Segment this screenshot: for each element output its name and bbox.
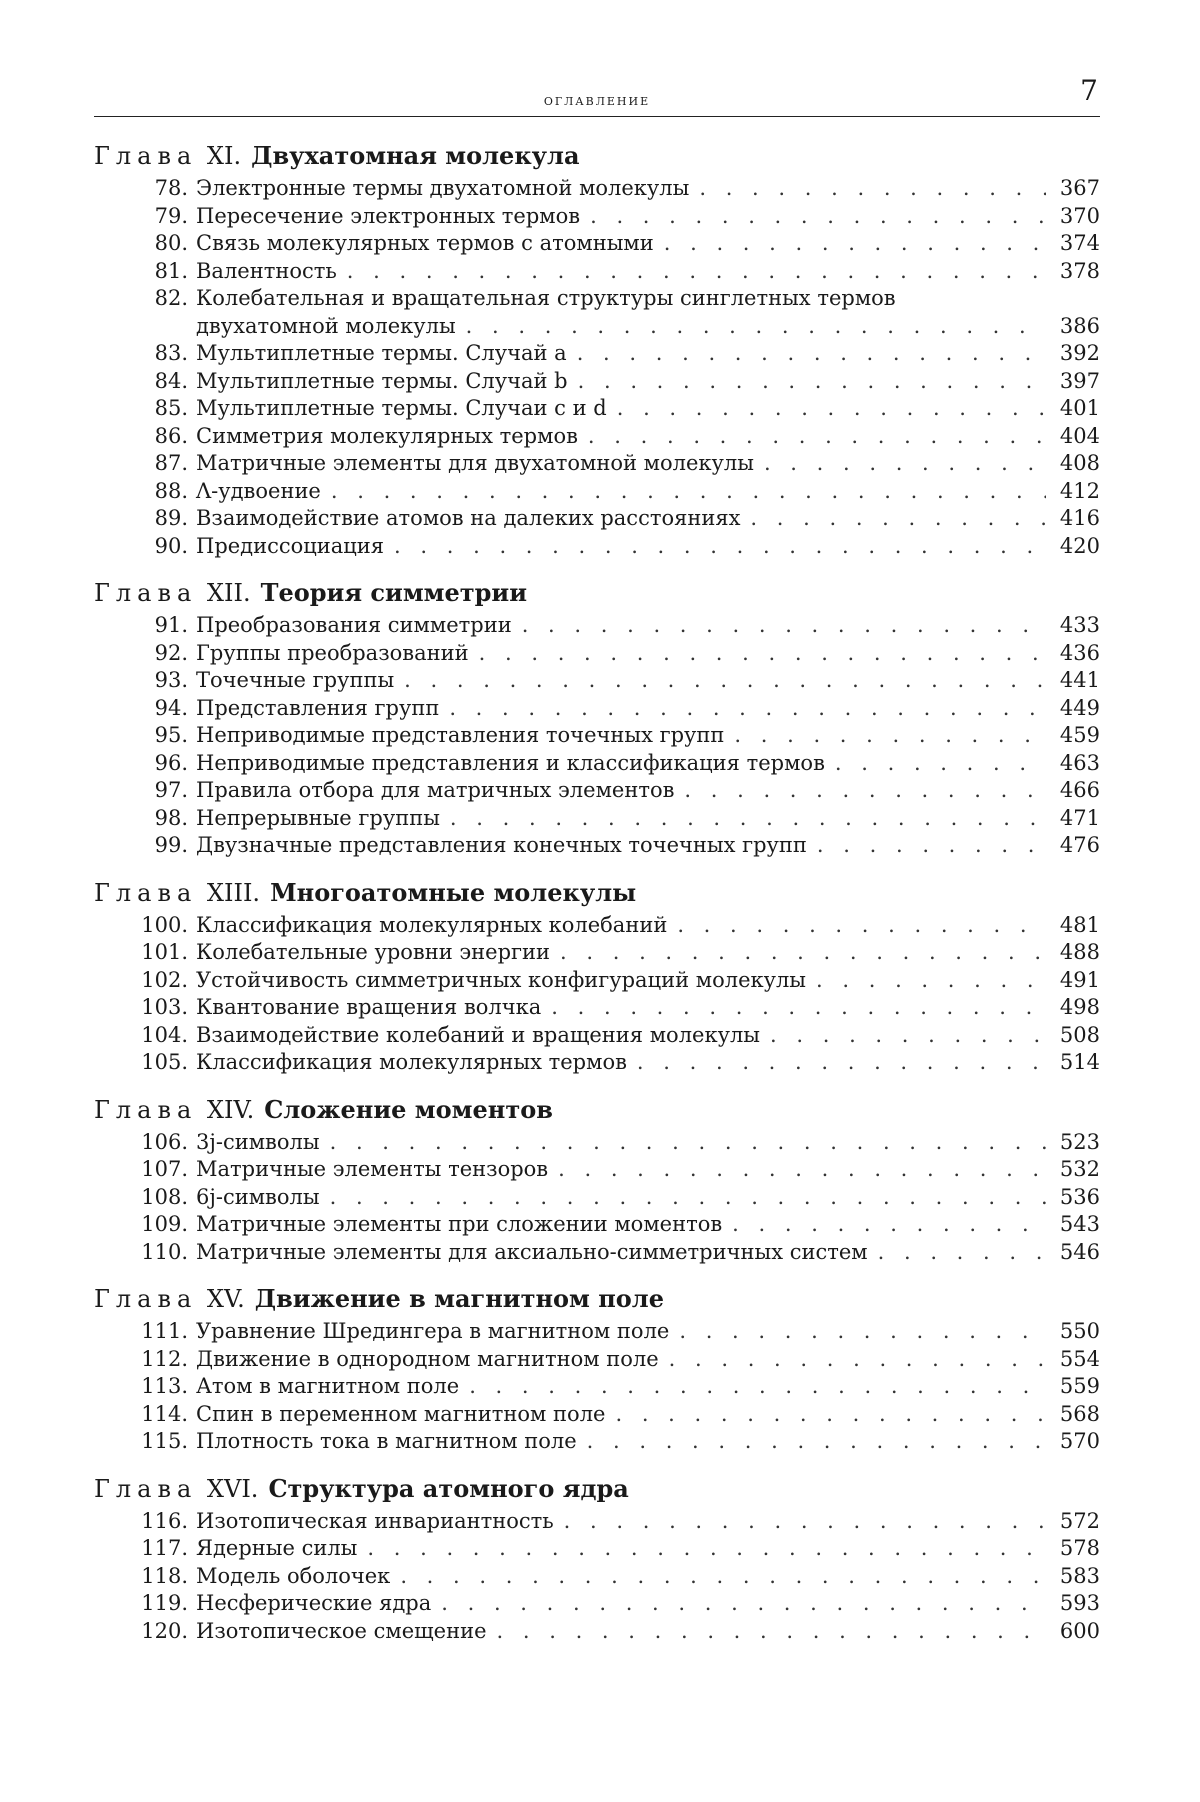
section-number: 110. xyxy=(141,1239,188,1264)
dot-leader xyxy=(764,450,1046,478)
dot-leader xyxy=(394,533,1046,561)
dot-leader xyxy=(564,1508,1046,1536)
chapter-heading xyxy=(94,1472,1100,1506)
chapter-title: Теория симметрии xyxy=(260,578,528,607)
page-reference: 441 xyxy=(1059,668,1100,692)
section-title: Плотность тока в магнитном поле xyxy=(196,1429,577,1453)
section-number: 115. xyxy=(141,1429,188,1453)
section-number: 81. xyxy=(154,258,188,283)
chapter-title: Многоатомные молекулы xyxy=(270,877,637,907)
page-reference: 392 xyxy=(1059,341,1100,365)
section-title: Матричные элементы тензоров xyxy=(196,1157,549,1181)
section-title: Симметрия молекулярных термов xyxy=(196,423,578,448)
dot-leader xyxy=(637,1049,1046,1077)
dot-leader xyxy=(330,1184,1046,1212)
toc-entry-continuation[interactable] xyxy=(94,313,1100,341)
page-reference: 488 xyxy=(1059,940,1100,964)
dot-leader xyxy=(400,1563,1046,1591)
toc-entry[interactable] xyxy=(94,1184,1100,1212)
table-of-contents xyxy=(94,139,1100,1645)
section-title: Спин в переменном магнитном поле xyxy=(196,1401,606,1426)
toc-entry[interactable] xyxy=(94,1239,1100,1267)
chapter-section xyxy=(94,1093,1100,1267)
section-number: 109. xyxy=(141,1212,188,1236)
chapter-word: Глава xyxy=(94,1285,198,1313)
chapter-word: Глава xyxy=(94,579,198,607)
toc-entry[interactable] xyxy=(94,395,1100,423)
dot-leader xyxy=(615,1401,1046,1429)
dot-leader xyxy=(551,994,1046,1022)
section-title: Движение в однородном магнитном поле xyxy=(196,1346,659,1371)
toc-entry[interactable] xyxy=(94,667,1100,695)
page xyxy=(94,74,1100,1661)
page-reference: 463 xyxy=(1059,750,1100,775)
section-title: Классификация молекулярных термов xyxy=(196,1050,627,1074)
dot-leader xyxy=(664,230,1046,258)
toc-entry[interactable] xyxy=(94,1373,1100,1401)
section-number: 98. xyxy=(154,805,188,830)
page-reference: 436 xyxy=(1059,640,1100,665)
dot-leader xyxy=(560,939,1046,967)
section-number: 88. xyxy=(154,478,188,503)
section-title: Точечные группы xyxy=(196,668,395,692)
page-reference: 543 xyxy=(1059,1212,1100,1236)
section-number: 86. xyxy=(154,423,188,448)
section-number: 114. xyxy=(141,1401,188,1426)
running-head xyxy=(94,74,1100,117)
chapter-heading xyxy=(94,876,1100,910)
page-reference: 523 xyxy=(1059,1129,1100,1154)
section-title: Мультиплетные термы. Случай a xyxy=(196,341,567,365)
dot-leader xyxy=(590,203,1046,231)
section-title-continuation: двухатомной молекулы xyxy=(196,313,456,338)
section-number: 111. xyxy=(141,1319,188,1343)
section-title: Взаимодействие атомов на далеких расстояниях xyxy=(196,506,741,530)
chapter-heading xyxy=(94,1282,1100,1316)
chapter-number: XVI. xyxy=(206,1474,259,1503)
page-reference: 536 xyxy=(1059,1184,1100,1209)
dot-leader xyxy=(669,1346,1046,1374)
section-title: Предиссоциация xyxy=(196,533,385,558)
dot-leader xyxy=(699,175,1046,203)
section-title: Группы преобразований xyxy=(196,640,469,665)
toc-entry[interactable] xyxy=(94,368,1100,396)
chapter-number: XII. xyxy=(206,579,251,607)
section-number: 80. xyxy=(154,231,188,255)
dot-leader xyxy=(522,612,1046,640)
page-reference: 508 xyxy=(1059,1022,1100,1047)
section-number: 83. xyxy=(154,341,188,365)
chapter-word: Глава xyxy=(94,878,198,907)
section-title: Модель оболочек xyxy=(196,1563,391,1588)
toc-entry[interactable] xyxy=(94,258,1100,286)
dot-leader xyxy=(684,777,1046,805)
dot-leader xyxy=(577,340,1046,368)
chapter-section xyxy=(94,876,1100,1077)
toc-entry[interactable] xyxy=(94,1618,1100,1646)
section-number: 89. xyxy=(154,506,188,530)
toc-entry[interactable] xyxy=(94,340,1100,368)
toc-entry[interactable] xyxy=(94,695,1100,723)
chapter-title: Структура атомного ядра xyxy=(268,1473,629,1503)
section-title: Представления групп xyxy=(196,695,440,720)
page-reference: 583 xyxy=(1059,1563,1100,1588)
section-title: Матричные элементы для двухатомной молекулы xyxy=(196,451,754,475)
section-title: Квантование вращения волчка xyxy=(196,995,542,1019)
dot-leader xyxy=(734,722,1046,750)
section-number: 90. xyxy=(154,533,188,558)
section-number: 95. xyxy=(154,723,188,747)
toc-entry[interactable] xyxy=(94,805,1100,833)
page-reference: 466 xyxy=(1059,778,1100,802)
page-reference: 554 xyxy=(1059,1346,1100,1371)
section-title: Атом в магнитном поле xyxy=(196,1374,460,1398)
page-reference: 416 xyxy=(1059,506,1100,530)
section-title: Мультиплетные термы. Случай b xyxy=(196,368,568,393)
section-title: Непрерывные группы xyxy=(196,805,440,830)
dot-leader xyxy=(450,805,1046,833)
chapter-word: Глава xyxy=(94,1474,198,1503)
section-title: Λ-удвоение xyxy=(196,478,321,503)
toc-entry[interactable] xyxy=(94,994,1100,1022)
page-reference: 378 xyxy=(1059,258,1100,283)
page-reference: 404 xyxy=(1059,423,1100,448)
section-number: 105. xyxy=(141,1050,188,1074)
dot-leader xyxy=(404,667,1046,695)
toc-entry[interactable] xyxy=(94,1049,1100,1077)
dot-leader xyxy=(677,912,1046,940)
section-number: 112. xyxy=(141,1346,188,1371)
section-number: 79. xyxy=(154,203,188,228)
chapter-word: Глава xyxy=(94,1095,198,1124)
page-reference: 572 xyxy=(1059,1508,1100,1533)
page-reference: 546 xyxy=(1059,1239,1100,1264)
chapter-section xyxy=(94,1472,1100,1646)
section-title: Ядерные силы xyxy=(196,1536,358,1560)
toc-entry[interactable] xyxy=(94,450,1100,478)
page-reference: 408 xyxy=(1059,451,1100,475)
page-reference: 532 xyxy=(1059,1157,1100,1181)
section-number: 87. xyxy=(154,451,188,475)
dot-leader xyxy=(587,1428,1046,1456)
page-number: 7 xyxy=(1080,74,1098,107)
dot-leader xyxy=(466,313,1046,341)
section-number: 92. xyxy=(154,640,188,665)
section-title: Изотопическое смещение xyxy=(196,1618,487,1643)
page-reference: 600 xyxy=(1059,1618,1100,1643)
page-reference: 559 xyxy=(1059,1374,1100,1398)
toc-entry[interactable] xyxy=(94,1318,1100,1346)
chapter-title: Сложение моментов xyxy=(264,1094,553,1124)
page-reference: 568 xyxy=(1059,1401,1100,1426)
section-title: Матричные элементы для аксиально-симметричных систем xyxy=(196,1239,868,1264)
dot-leader xyxy=(558,1156,1046,1184)
chapter-number: XI. xyxy=(206,142,242,170)
dot-leader xyxy=(347,258,1046,286)
dot-leader xyxy=(479,640,1046,668)
toc-entry[interactable] xyxy=(94,1211,1100,1239)
chapter-title: Движение в магнитном поле xyxy=(254,1284,664,1313)
section-title: Матричные элементы при сложении моментов xyxy=(196,1212,723,1236)
page-reference: 570 xyxy=(1059,1429,1100,1453)
section-title: Классификация молекулярных колебаний xyxy=(196,912,668,937)
section-title: Устойчивость симметричных конфигураций молекулы xyxy=(196,967,807,992)
section-title: Мультиплетные термы. Случаи c и d xyxy=(196,396,607,420)
dot-leader xyxy=(469,1373,1046,1401)
page-reference: 397 xyxy=(1059,368,1100,393)
toc-entry[interactable] xyxy=(94,912,1100,940)
dot-leader xyxy=(835,750,1046,778)
section-title: 3j-символы xyxy=(196,1129,320,1154)
page-reference: 386 xyxy=(1059,313,1100,338)
toc-entry[interactable] xyxy=(94,1156,1100,1184)
section-number: 99. xyxy=(154,833,188,857)
section-number: 108. xyxy=(141,1184,188,1209)
toc-entry[interactable] xyxy=(94,423,1100,451)
dot-leader xyxy=(679,1318,1046,1346)
toc-entry[interactable] xyxy=(94,1535,1100,1563)
section-number: 82. xyxy=(154,286,188,310)
section-title: Колебательная и вращательная структуры синглетных термов xyxy=(196,286,896,310)
dot-leader xyxy=(588,423,1046,451)
section-number: 94. xyxy=(154,695,188,720)
page-reference: 459 xyxy=(1059,723,1100,747)
section-number: 107. xyxy=(141,1157,188,1181)
section-title: Правила отбора для матричных элементов xyxy=(196,778,675,802)
section-number: 117. xyxy=(141,1536,188,1560)
dot-leader xyxy=(878,1239,1046,1267)
section-title: Неприводимые представления точечных групп xyxy=(196,723,725,747)
page-reference: 491 xyxy=(1059,967,1100,992)
dot-leader xyxy=(497,1618,1046,1646)
section-title: Изотопическая инвариантность xyxy=(196,1508,554,1533)
toc-entry[interactable] xyxy=(94,1590,1100,1618)
page-reference: 370 xyxy=(1059,203,1100,228)
toc-entry[interactable] xyxy=(94,777,1100,805)
section-title: Связь молекулярных термов с атомными xyxy=(196,231,654,255)
page-reference: 412 xyxy=(1059,478,1100,503)
toc-entry[interactable] xyxy=(94,1508,1100,1536)
toc-entry[interactable] xyxy=(94,1563,1100,1591)
section-title: Электронные термы двухатомной молекулы xyxy=(196,176,690,200)
chapter-section xyxy=(94,576,1100,860)
chapter-title: Двухатомная молекула xyxy=(251,141,580,170)
page-reference: 471 xyxy=(1059,805,1100,830)
toc-entry[interactable] xyxy=(94,1129,1100,1157)
chapter-heading xyxy=(94,576,1100,610)
page-reference: 433 xyxy=(1059,613,1100,637)
toc-entry[interactable] xyxy=(94,230,1100,258)
page-reference: 420 xyxy=(1059,533,1100,558)
page-reference: 514 xyxy=(1059,1050,1100,1074)
section-number: 113. xyxy=(141,1374,188,1398)
page-reference: 449 xyxy=(1059,695,1100,720)
toc-entry[interactable] xyxy=(94,1022,1100,1050)
toc-entry[interactable] xyxy=(94,722,1100,750)
chapter-section xyxy=(94,1282,1100,1456)
toc-entry[interactable] xyxy=(94,285,1100,313)
section-title: Двузначные представления конечных точечных групп xyxy=(196,833,807,857)
dot-leader xyxy=(770,1022,1046,1050)
toc-entry[interactable] xyxy=(94,505,1100,533)
toc-entry[interactable] xyxy=(94,175,1100,203)
page-reference: 593 xyxy=(1059,1591,1100,1615)
section-number: 97. xyxy=(154,778,188,802)
toc-entry[interactable] xyxy=(94,967,1100,995)
section-number: 93. xyxy=(154,668,188,692)
chapter-section xyxy=(94,139,1100,560)
toc-entry[interactable] xyxy=(94,1401,1100,1429)
toc-entry[interactable] xyxy=(94,203,1100,231)
toc-entry[interactable] xyxy=(94,533,1100,561)
dot-leader xyxy=(331,478,1046,506)
dot-leader xyxy=(367,1535,1046,1563)
toc-entry[interactable] xyxy=(94,640,1100,668)
section-number: 120. xyxy=(141,1618,188,1643)
dot-leader xyxy=(330,1129,1046,1157)
section-title: Уравнение Шредингера в магнитном поле xyxy=(196,1319,670,1343)
dot-leader xyxy=(750,505,1046,533)
toc-entry[interactable] xyxy=(94,612,1100,640)
section-title: Валентность xyxy=(196,258,337,283)
dot-leader xyxy=(617,395,1046,423)
section-title: Несферические ядра xyxy=(196,1591,432,1615)
section-title: Преобразования симметрии xyxy=(196,613,512,637)
section-number: 100. xyxy=(141,912,188,937)
chapter-word: Глава xyxy=(94,142,198,170)
page-reference: 481 xyxy=(1059,912,1100,937)
section-number: 96. xyxy=(154,750,188,775)
chapter-number: XIII. xyxy=(206,878,261,907)
page-reference: 401 xyxy=(1059,396,1100,420)
toc-entry[interactable] xyxy=(94,478,1100,506)
section-number: 118. xyxy=(141,1563,188,1588)
dot-leader xyxy=(816,967,1046,995)
page-reference: 374 xyxy=(1059,231,1100,255)
running-title: оглавление xyxy=(543,90,651,109)
toc-entry[interactable] xyxy=(94,750,1100,778)
dot-leader xyxy=(817,832,1046,860)
chapter-number: XIV. xyxy=(206,1095,255,1124)
section-number: 84. xyxy=(154,368,188,393)
page-reference: 498 xyxy=(1059,995,1100,1019)
section-number: 103. xyxy=(141,995,188,1019)
dot-leader xyxy=(578,368,1046,396)
section-number: 91. xyxy=(154,613,188,637)
section-title: Колебательные уровни энергии xyxy=(196,940,551,964)
section-number: 119. xyxy=(141,1591,188,1615)
page-reference: 367 xyxy=(1059,176,1100,200)
section-title: Неприводимые представления и классификация термов xyxy=(196,750,825,775)
dot-leader xyxy=(449,695,1046,723)
section-title: Взаимодействие колебаний и вращения молекулы xyxy=(196,1022,761,1047)
section-number: 116. xyxy=(141,1508,188,1533)
dot-leader xyxy=(732,1211,1046,1239)
page-reference: 550 xyxy=(1059,1319,1100,1343)
chapter-heading xyxy=(94,139,1100,173)
section-number: 85. xyxy=(154,396,188,420)
section-number: 78. xyxy=(154,176,188,200)
chapter-heading xyxy=(94,1093,1100,1127)
section-title: Пересечение электронных термов xyxy=(196,203,581,228)
toc-entry[interactable] xyxy=(94,1428,1100,1456)
section-number: 104. xyxy=(141,1022,188,1047)
section-number: 106. xyxy=(141,1129,188,1154)
toc-entry[interactable] xyxy=(94,939,1100,967)
dot-leader xyxy=(441,1590,1046,1618)
page-reference: 578 xyxy=(1059,1536,1100,1560)
toc-entry[interactable] xyxy=(94,832,1100,860)
section-number: 102. xyxy=(141,967,188,992)
section-number: 101. xyxy=(141,940,188,964)
page-reference: 476 xyxy=(1059,833,1100,857)
chapter-number: XV. xyxy=(206,1285,245,1313)
toc-entry[interactable] xyxy=(94,1346,1100,1374)
section-title: 6j-символы xyxy=(196,1184,320,1209)
